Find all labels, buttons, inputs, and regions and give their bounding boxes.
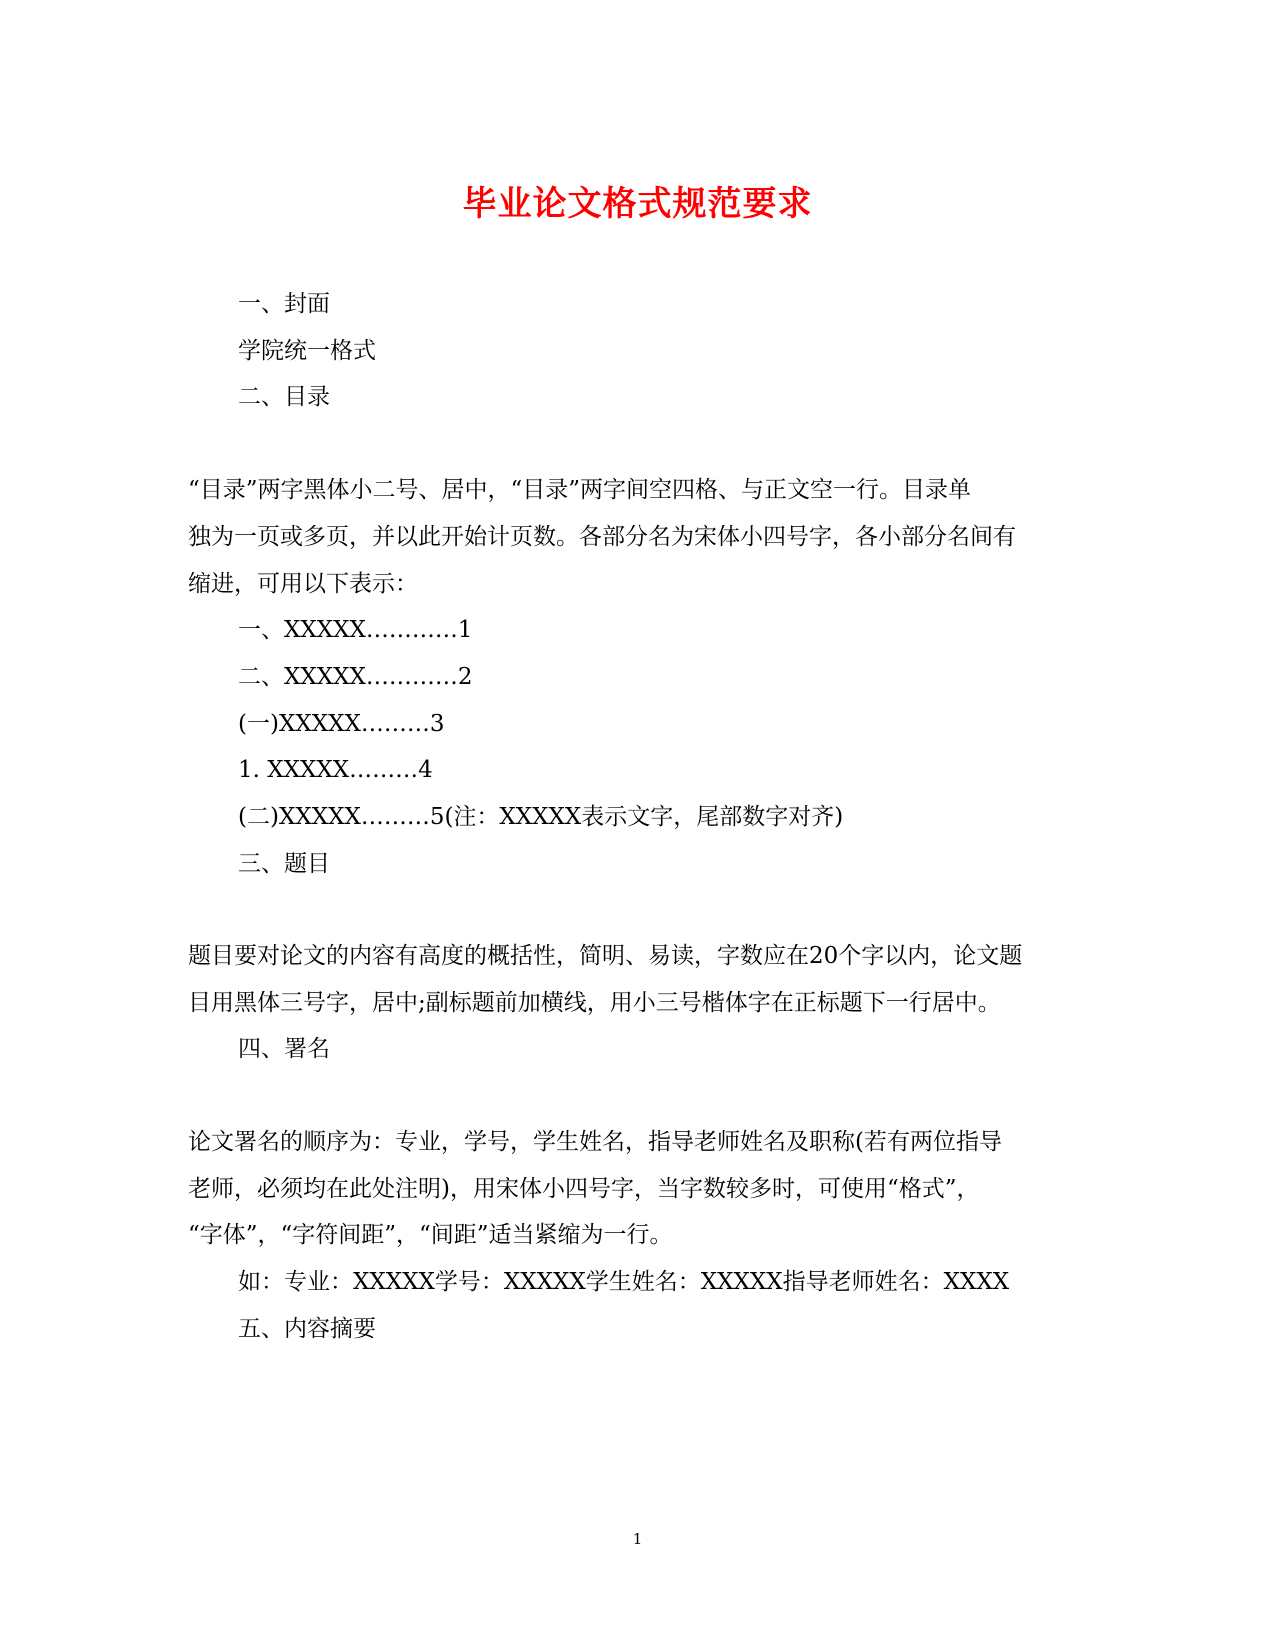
heading-signature: 四、署名 — [238, 1036, 330, 1062]
toc-example-line: (二)XXXXX………5(注：XXXXX表示文字，尾部数字对齐) — [238, 804, 844, 830]
paragraph-line: 题目要对论文的内容有高度的概括性，简明、易读，字数应在20个字以内，论文题 — [188, 943, 1023, 969]
toc-example-line: (一)XXXXX………3 — [238, 711, 445, 737]
example-line: 如：专业：XXXXX学号：XXXXX学生姓名：XXXXX指导老师姓名：XXXX — [238, 1269, 1010, 1295]
heading-toc: 二、目录 — [238, 384, 330, 410]
paragraph-line: 目用黑体三号字，居中;副标题前加横线，用小三号楷体字在正标题下一行居中。 — [188, 990, 1001, 1016]
paragraph-line: 独为一页或多页，并以此开始计页数。各部分名为宋体小四号字，各小部分名间有 — [188, 524, 1016, 550]
heading-title: 三、题目 — [238, 851, 330, 877]
paragraph-line: “字体”，“字符间距”，“间距”适当紧缩为一行。 — [188, 1222, 673, 1248]
heading-abstract: 五、内容摘要 — [238, 1316, 376, 1342]
toc-example-line: 1. XXXXX………4 — [238, 757, 433, 783]
paragraph-line: 学院统一格式 — [238, 338, 376, 364]
document-title: 毕业论文格式规范要求 — [462, 184, 813, 224]
heading-cover: 一、封面 — [238, 291, 330, 317]
paragraph-line: 缩进，可用以下表示： — [188, 571, 418, 597]
toc-example-line: 一、XXXXX…………1 — [238, 617, 473, 643]
paragraph-line: “目录”两字黑体小二号、居中，“目录”两字间空四格、与正文空一行。目录单 — [188, 477, 972, 503]
toc-example-line: 二、XXXXX…………2 — [238, 664, 473, 690]
paragraph-line: 老师，必须均在此处注明)，用宋体小四号字，当字数较多时，可使用“格式”， — [188, 1176, 980, 1202]
paragraph-line: 论文署名的顺序为：专业，学号，学生姓名，指导老师姓名及职称(若有两位指导 — [188, 1129, 1002, 1155]
page-number: 1 — [632, 1530, 643, 1548]
